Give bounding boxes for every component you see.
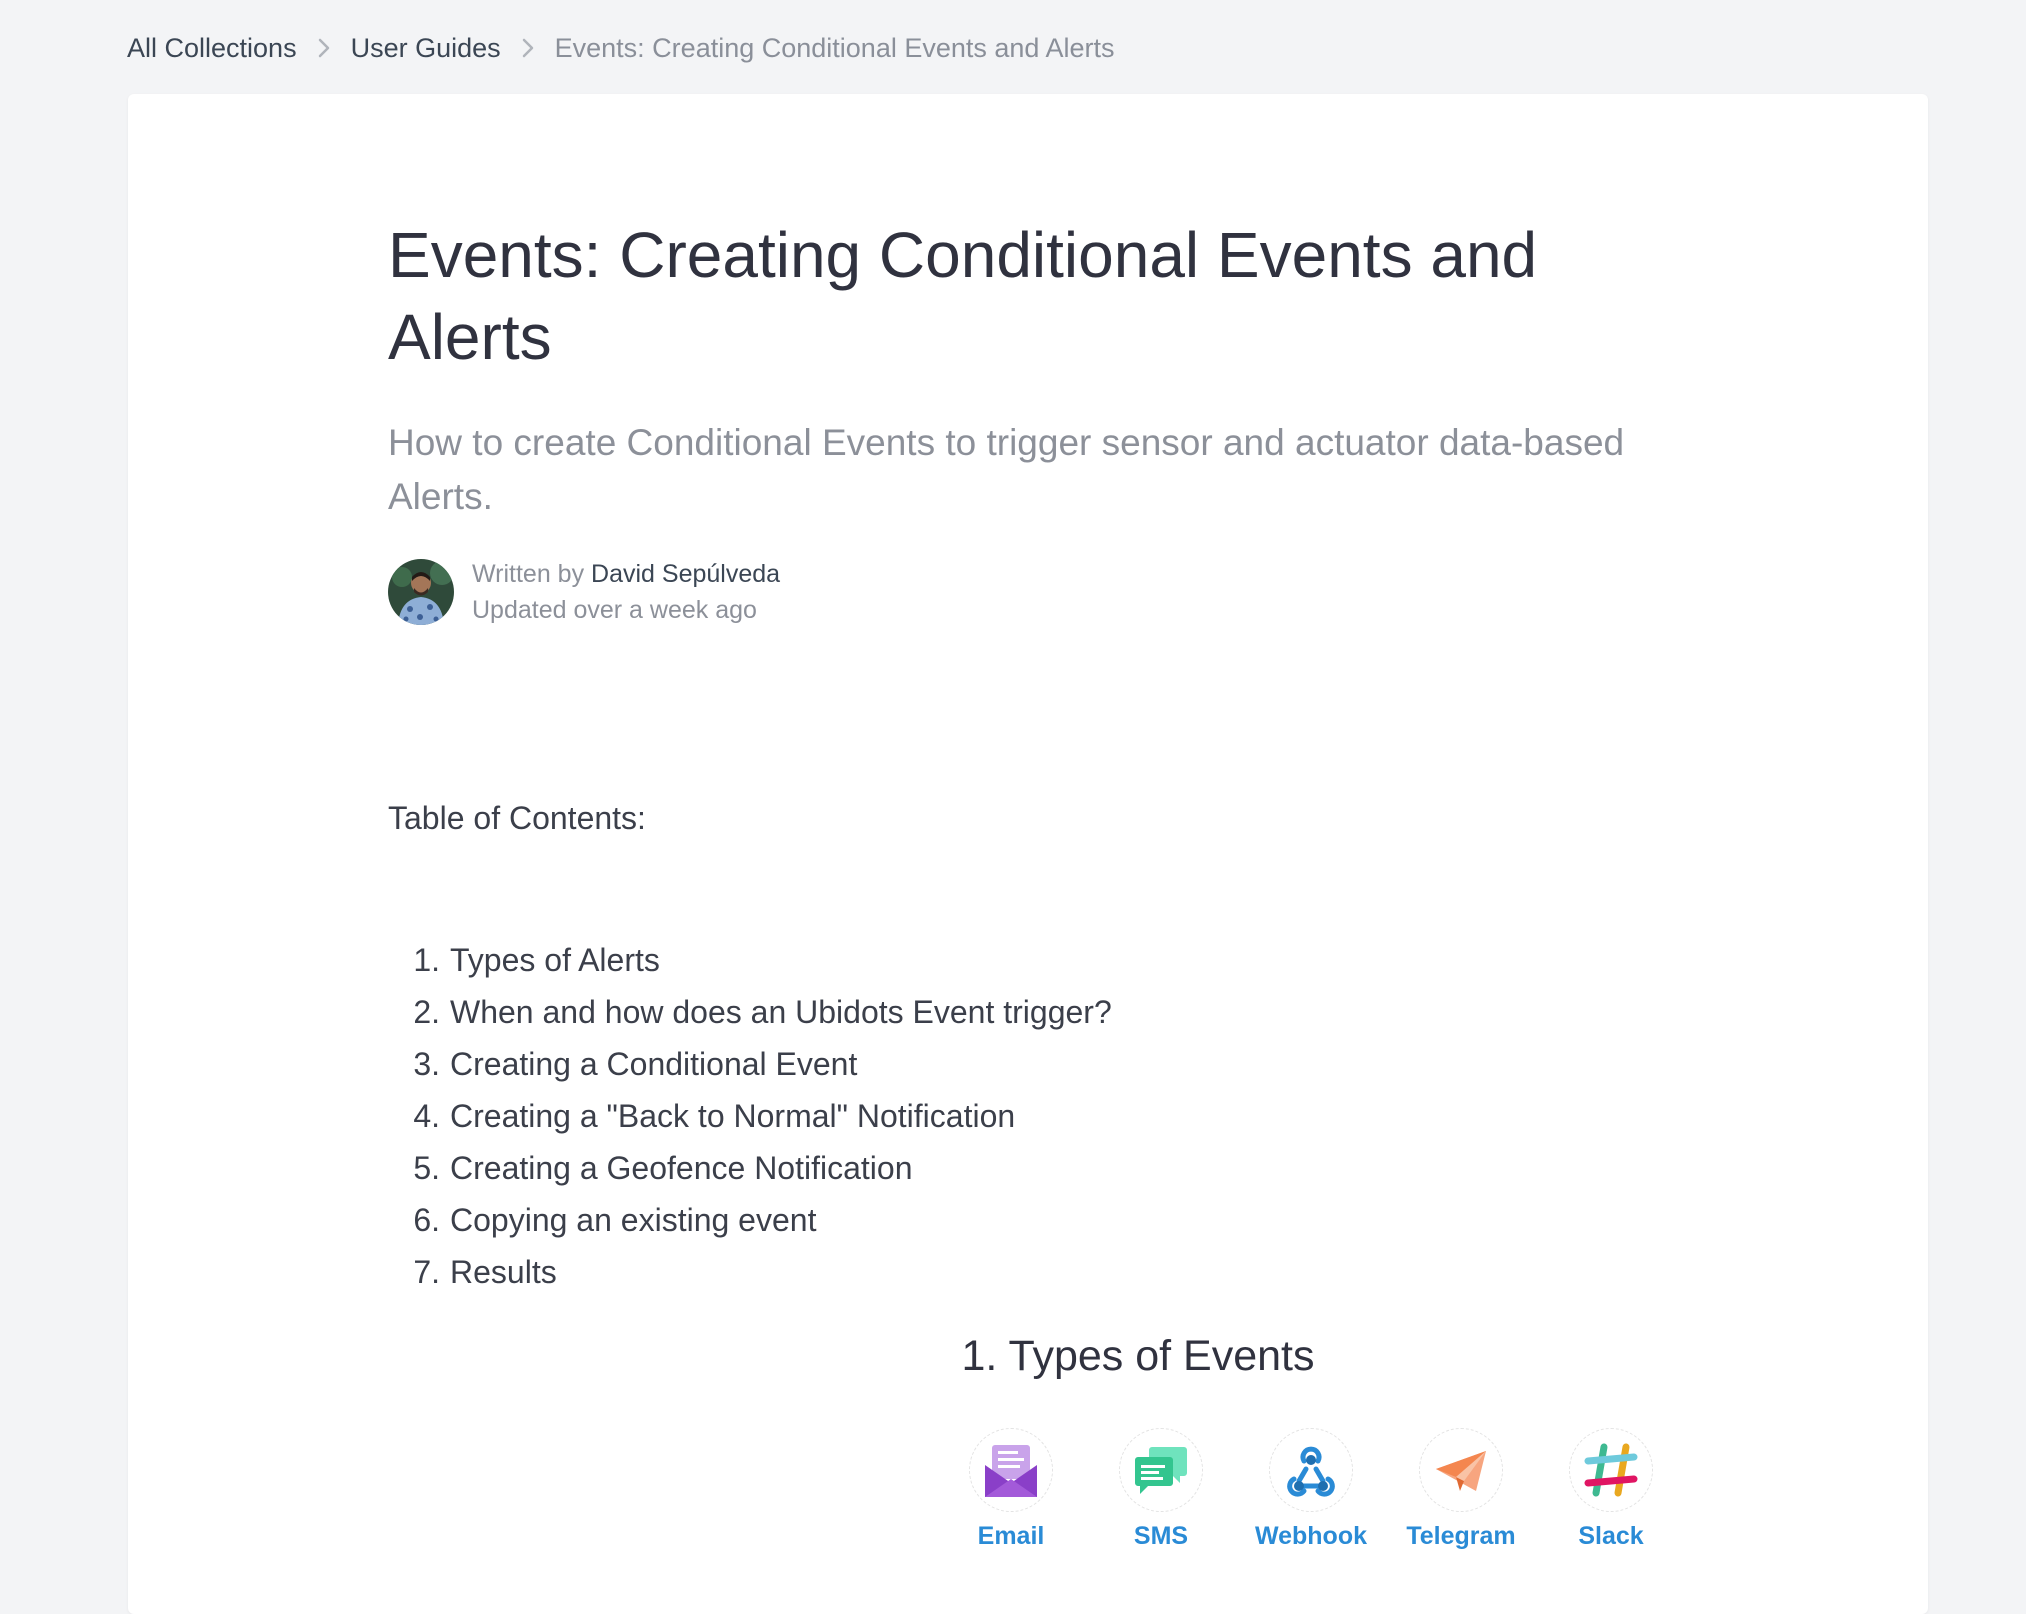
toc-item[interactable] bbox=[388, 934, 1112, 986]
email-icon bbox=[969, 1428, 1053, 1512]
toc-item-number: 1. bbox=[413, 942, 440, 978]
slack-icon bbox=[1569, 1428, 1653, 1512]
channel-label: Webhook bbox=[1254, 1522, 1368, 1550]
alert-channels-image bbox=[936, 1428, 1644, 1558]
updated-text: Updated over a week ago bbox=[472, 596, 757, 624]
toc-item[interactable] bbox=[388, 1142, 1112, 1194]
channel-webhook bbox=[1236, 1428, 1386, 1551]
toc-item-number: 5. bbox=[413, 1150, 440, 1186]
breadcrumb-user-guides[interactable]: User Guides bbox=[350, 32, 501, 63]
toc-item-label: When and how does an Ubidots Event trigger? bbox=[450, 994, 1112, 1030]
author-name: David Sepúlveda bbox=[591, 560, 781, 588]
channel-sms bbox=[1086, 1428, 1236, 1551]
avatar bbox=[388, 559, 454, 625]
author-meta bbox=[472, 556, 780, 628]
article-subtitle: How to create Conditional Events to trigger sensor and actuator data-based Alerts. bbox=[388, 422, 1625, 517]
toc-item-label: Creating a Conditional Event bbox=[450, 1046, 858, 1082]
channel-slack bbox=[1536, 1428, 1686, 1551]
toc-item-number: 7. bbox=[413, 1254, 440, 1290]
breadcrumb-all-collections[interactable]: All Collections bbox=[127, 32, 297, 63]
channel-label: Slack bbox=[1578, 1522, 1644, 1550]
toc-item[interactable] bbox=[388, 1194, 1112, 1246]
toc-item-label: Creating a "Back to Normal" Notification bbox=[450, 1098, 1016, 1134]
toc-item[interactable] bbox=[388, 1090, 1112, 1142]
telegram-icon bbox=[1419, 1428, 1503, 1512]
author-info bbox=[388, 556, 780, 628]
toc-item-label: Creating a Geofence Notification bbox=[450, 1150, 913, 1186]
toc-item-label: Copying an existing event bbox=[450, 1202, 817, 1238]
channel-label: Email bbox=[977, 1522, 1045, 1550]
channel-telegram bbox=[1386, 1428, 1536, 1551]
table-of-contents bbox=[388, 934, 1112, 1298]
article-card bbox=[128, 94, 1928, 1614]
chevron-right-icon bbox=[501, 28, 555, 68]
toc-item-number: 4. bbox=[413, 1098, 440, 1134]
author-line bbox=[472, 556, 780, 592]
toc-item-label: Results bbox=[450, 1254, 557, 1290]
toc-item[interactable] bbox=[388, 1246, 1112, 1298]
sms-icon bbox=[1119, 1428, 1203, 1512]
written-by-label: Written by bbox=[472, 560, 585, 588]
channel-label: SMS bbox=[1133, 1522, 1189, 1550]
channel-email bbox=[936, 1428, 1086, 1551]
breadcrumb bbox=[127, 28, 1114, 68]
toc-item[interactable] bbox=[388, 1038, 1112, 1090]
toc-item[interactable] bbox=[388, 986, 1112, 1038]
channel-label: Telegram bbox=[1406, 1522, 1516, 1550]
toc-item-label: Types of Alerts bbox=[450, 942, 660, 978]
toc-heading: Table of Contents: bbox=[388, 800, 646, 836]
section-heading-types-of-events: 1. Types of Events bbox=[961, 1332, 1315, 1380]
article-title: Events: Creating Conditional Events and Alerts bbox=[388, 219, 1538, 373]
breadcrumb-current: Events: Creating Conditional Events and Alerts bbox=[554, 32, 1115, 63]
toc-item-number: 2. bbox=[413, 994, 440, 1030]
chevron-right-icon bbox=[297, 28, 351, 68]
webhook-icon bbox=[1269, 1428, 1353, 1512]
toc-item-number: 6. bbox=[413, 1202, 440, 1238]
toc-item-number: 3. bbox=[413, 1046, 440, 1082]
